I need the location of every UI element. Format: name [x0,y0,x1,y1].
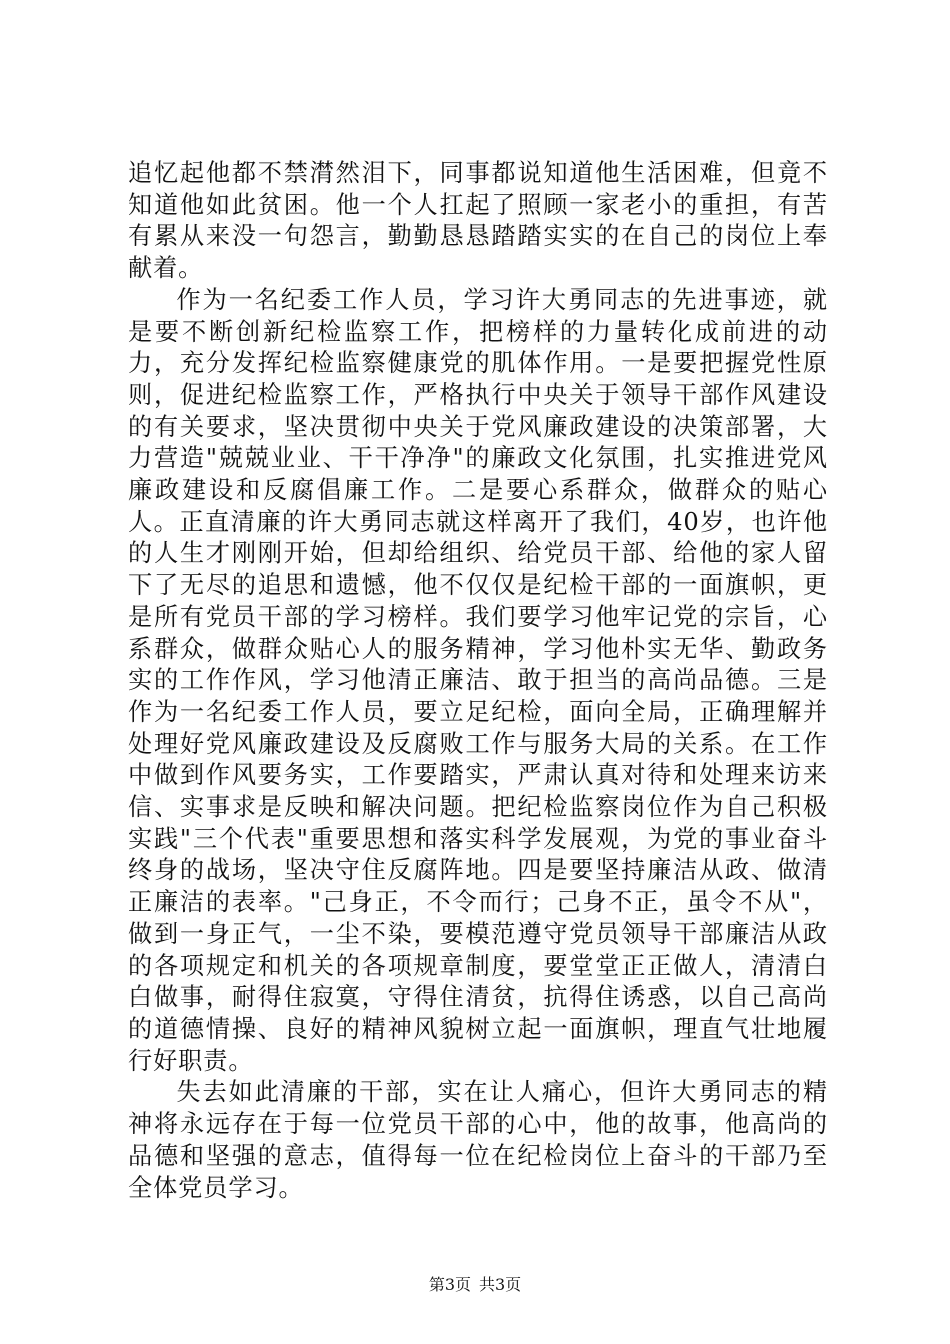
paragraph-main: 作为一名纪委工作人员，学习许大勇同志的先进事迹，就是要不断创新纪检监察工作，把榜样的力量转化成前进的动力，充分发挥纪检监察健康党的肌体作用。一是要把握党性原则，促进纪检监察工作，严格执行中央关于领导干部作风建设的有关要求，坚决贯彻中央关于党风廉政建设的决策部署，大力营造"兢兢业业、干干净净"的廉政文化氛围，扎实推进党风廉政建设和反腐倡廉工作。二是要心系群众，做群众的贴心人。正直清廉的许大勇同志就这样离开了我们，40岁，也许他的人生才刚刚开始，但却给组织、给党员干部、给他的家人留下了无尽的追思和遗憾，他不仅仅是纪检干部的一面旗帜，更是所有党员干部的学习榜样。我们要学习他牢记党的宗旨，心系群众，做群众贴心人的服务精神，学习他朴实无华、勤政务实的工作作风，学习他清正廉洁、敢于担当的高尚品德。三是作为一名纪委工作人员，要立足纪检，面向全局，正确理解并处理好党风廉政建设及反腐败工作与服务大局的关系。在工作中做到作风要务实，工作要踏实，严肃认真对待和处理来访来信、实事求是反映和解决问题。把纪检监察岗位作为自己积极实践"三个代表"重要思想和落实科学发展观，为党的事业奋斗终身的战场，坚决守住反腐阵地。四是要坚持廉洁从政、做清正廉洁的表率。"己身正，不令而行；己身不正，虽令不从"，做到一身正气，一尘不染，要模范遵守党员领导干部廉洁从政的各项规定和机关的各项规章制度，要堂堂正正做人，清清白白做事，耐得住寂寞，守得住清贫，抗得住诱惑，以自己高尚的道德情操、良好的精神风貌树立起一面旗帜，理直气壮地履行好职责。 [128,285,828,1075]
paragraph-conclusion: 失去如此清廉的干部，实在让人痛心，但许大勇同志的精神将永远存在于每一位党员干部的心中，他的故事，他高尚的品德和坚强的意志，值得每一位在纪检岗位上奋斗的干部乃至全体党员学习。 [128,1078,828,1202]
document-body [128,158,828,1204]
paragraph-continuation: 追忆起他都不禁潸然泪下，同事都说知道他生活困难，但竟不知道他如此贫困。他一个人扛起了照顾一家老小的重担，有苦有累从来没一句怨言，勤勤恳恳踏踏实实的在自己的岗位上奉献着。 [128,159,828,283]
page-total: 共3页 [479,1275,522,1294]
page-number: 第3页 [428,1275,471,1294]
page-footer [0,1272,950,1295]
